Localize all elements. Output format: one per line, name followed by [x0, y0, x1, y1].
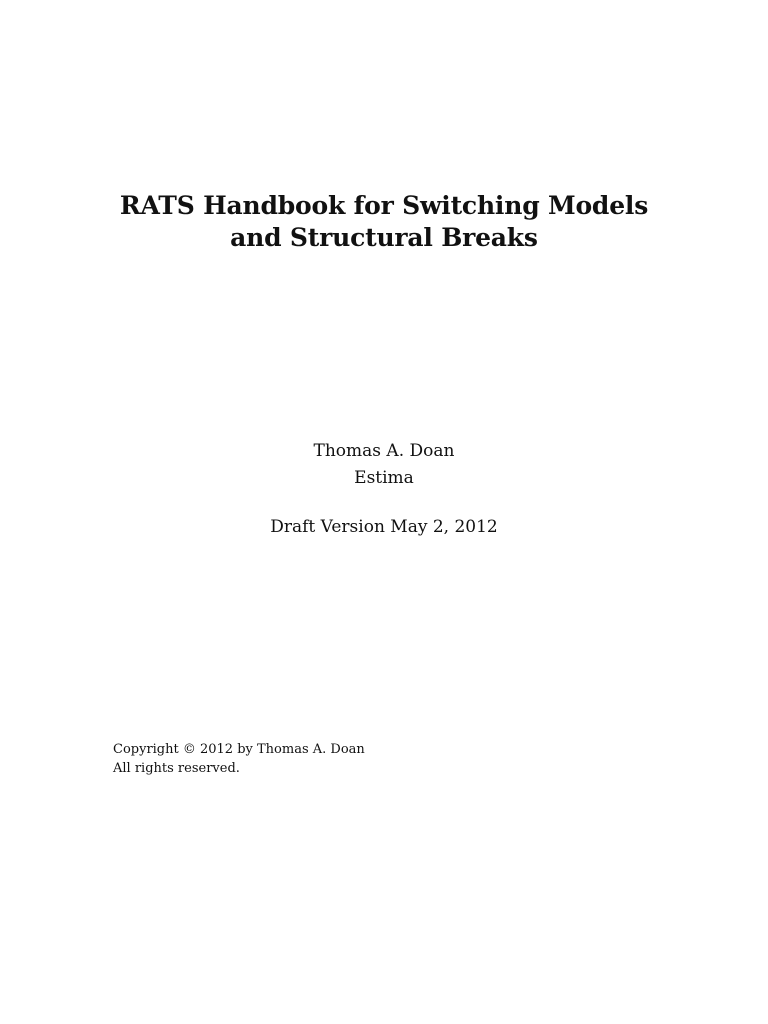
title-line-2: and Structural Breaks — [230, 223, 538, 252]
rights-reserved: All rights reserved. — [113, 761, 240, 776]
author-name: Thomas A. Doan — [313, 441, 455, 461]
author-block — [0, 438, 768, 492]
copyright-notice: Copyright © 2012 by Thomas A. Doan — [113, 742, 365, 757]
title-line-1: RATS Handbook for Switching Models — [119, 191, 649, 220]
document-title — [0, 190, 768, 254]
copyright-block — [113, 740, 365, 778]
draft-version: Draft Version May 2, 2012 — [270, 517, 498, 537]
author-organization: Estima — [354, 468, 414, 488]
